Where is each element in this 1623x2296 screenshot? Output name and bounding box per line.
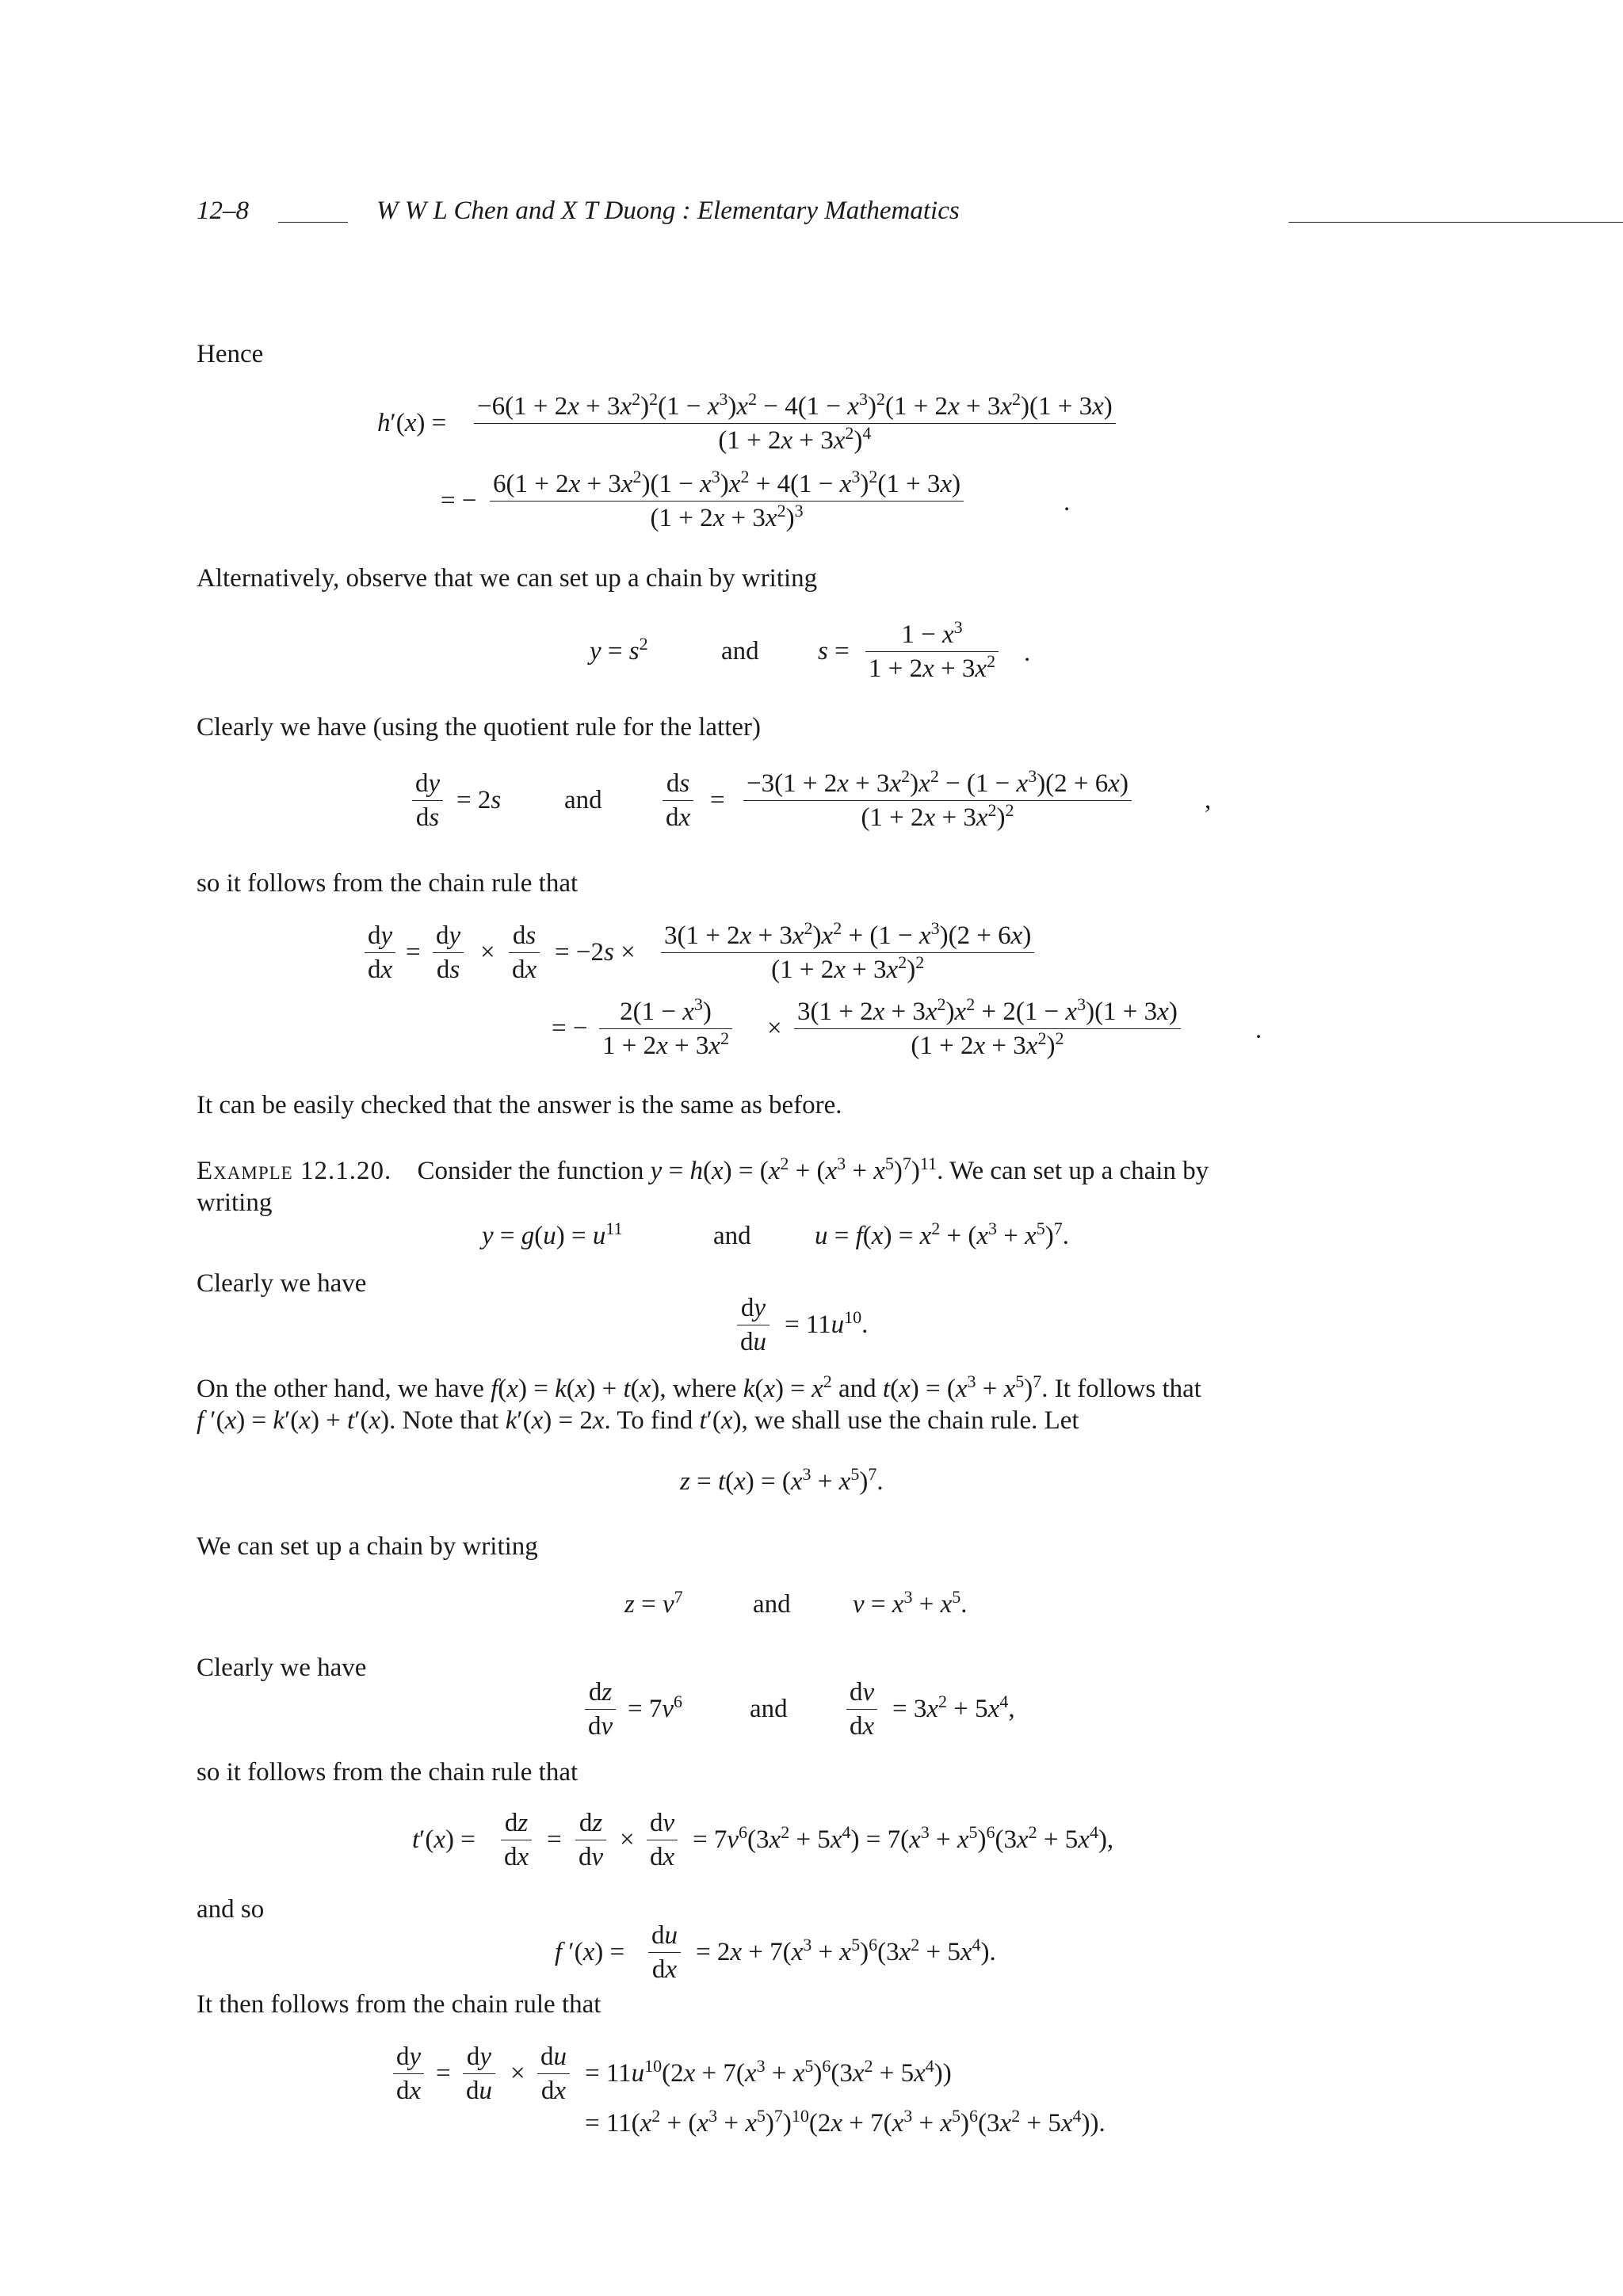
paragraph-chain-writing: We can set up a chain by writing [197, 1532, 538, 1561]
page-number: 12–8 [197, 196, 249, 225]
paragraph-note: f ′(x) = k′(x) + t′(x). Note that k′(x) = 2x. To find t′(x), we shall use the chain rule. Let [197, 1406, 1079, 1435]
paragraph-so-follows-1: so it follows from the chain rule that [197, 869, 579, 898]
paragraph-clearly-quotient: Clearly we have (using the quotient rule for the latter) [197, 713, 761, 742]
header-rule-left [278, 222, 348, 223]
running-header [197, 196, 1431, 236]
paragraph-checked: It can be easily checked that the answer is the same as before. [197, 1091, 842, 1119]
running-title: W W L Chen and X T Duong : Elementary Mathematics [376, 196, 960, 225]
paragraph-writing: writing [197, 1188, 273, 1217]
paragraph-then-follows: It then follows from the chain rule that [197, 1990, 601, 2019]
paragraph-and-so: and so [197, 1895, 265, 1924]
paragraph-alternatively: Alternatively, observe that we can set up a chain by writing [197, 564, 818, 593]
document-page: 12–8 W W L Chen and X T Duong : Elementary Mathematics Hence h′(x) = $-6(1 + 2x + 3x^2)^2(1 - x^3)x^2 - 4(1 - x^3)^2(1 + 2x + 3x^2)(1 + 3x)$ $(1 + 2x + 3x^2)^4$ = − $\frac{6(1 + 2x + 3x^2)(1 - x^3)x^2 + 4(1 - x^3)^2(1 + 3x)}{(1 + 2x + 3x^2)^3}$ . Alternatively, observe that we can set up a chain by writing $y = s^2$ and s = $\frac{1 - x^3}{1 + 2x + 3x^2}$ . Clearly we have (using the quotient rule for the latter) $\frac{dy}{ds}$ = 2s and $\frac{ds}{dx}$ = $\frac{-3(1 + 2x + 3x^2)x^2 - (1 - x^3)(2 + 6x)}{(1 + 2x + 3x^2)^2}$ , so it follows from the chain rule that $\frac{dy}{dx}$ = $\frac{dy}{ds}$ × $\frac{ds}{dx}$ = −2s × $\frac{3(1 + 2x + 3x^2)x^2 + (1 - x^3)(2 + 6x)}{(1 + 2x + 3x^2)^2}$ = − $\frac{2(1 - x^3)}{1 + 2x + 3x^2}$ × $\frac{3(1 + 2x + 3x^2)x^2 + 2(1 - x^3)(1 + 3x)}{(1 + 2x + 3x^2)^2}$ . It can be easily checked that the answer is the same as before. Example 12.1.20. Consider the function $y = h(x) = (x^2 + (x^3 + x^5)^7)^{11}$. We can set up a chain by writing $y = g(u) = u^{11}$ and $u = f(x) = x^2 + (x^3 + x^5)^7$. Clearly we have $\frac{dy}{du}$ = $11u^{10}$. On the other hand, we have f(x) = k(x) + t(x), where $k(x) = x^2$ and $t(x) = (x^3 + x^5)^7$. It follows that f ′(x) = k′(x) + t′(x). Note that k′(x) = 2x. To find t′(x), we shall use the chain rule. Let $z = t(x) = (x^3 + x^5)^7$. We can set up a chain by writing $z = v^7$ and $v = x^3 + x^5$. Clearly we have $\frac{dz}{dv}$ = $7v^6$ and $\frac{dv}{dx}$ = $3x^2 + 5x^4$, so it follows from the chain rule that t′(x) = $\frac{dz}{dx}$ = $\frac{dz}{dv}$ × $\frac{dv}{dx}$ = $7v^6(3x^2 + 5x^4) = 7(x^3 + x^5)^6(3x^2 + 5x^4)$, and so f ′(x) = $\frac{du}{dx}$ = $2x + 7(x^3 + x^5)^6(3x^2 + 5x^4)$. It then follows from the chain rule that $\frac{dy}{dx}$ = $\frac{dy}{du}$ × $\frac{du}{dx}$ = $11u^{10}(2x + 7(x^3 + x^5)^6(3x^2 + 5x^4))$ = $11(x^2 + (x^3 + x^5)^7)^{10}(2x + 7(x^3 + x^5)^6(3x^2 + 5x^4))$. [0, 0, 1623, 2296]
paragraph-hence: Hence [197, 340, 264, 368]
paragraph-clearly-2: Clearly we have [197, 1653, 367, 1682]
example-heading-line: Example 12.1.20. Consider the function $y = h(x) = (x^2 + (x^3 + x^5)^7)^{11}$. We can set up a chain by [197, 1153, 1209, 1185]
paragraph-clearly-1: Clearly we have [197, 1269, 367, 1298]
paragraph-other-hand: On the other hand, we have f(x) = k(x) + t(x), where $k(x) = x^2$ and $t(x) = (x^3 + x^5)^7$. It follows that [197, 1371, 1201, 1403]
paragraph-so-follows-2: so it follows from the chain rule that [197, 1758, 579, 1787]
header-rule-right [1289, 222, 1623, 223]
equation-chain-v: $z = v^7$ and $v = x^3 + x^5$. [624, 1586, 968, 1619]
equation-chain-u: $y = g(u) = u^{11}$ and $u = f(x) = x^2 + (x^3 + x^5)^7$. [482, 1218, 1070, 1250]
equation-final-result: = $11(x^2 + (x^3 + x^5)^7)^{10}(2x + 7(x^3 + x^5)^6(3x^2 + 5x^4))$. [585, 2105, 1106, 2138]
equation-z-def: $z = t(x) = (x^3 + x^5)^7$. [680, 1463, 884, 1496]
example-label: Example 12.1.20. [197, 1157, 392, 1185]
